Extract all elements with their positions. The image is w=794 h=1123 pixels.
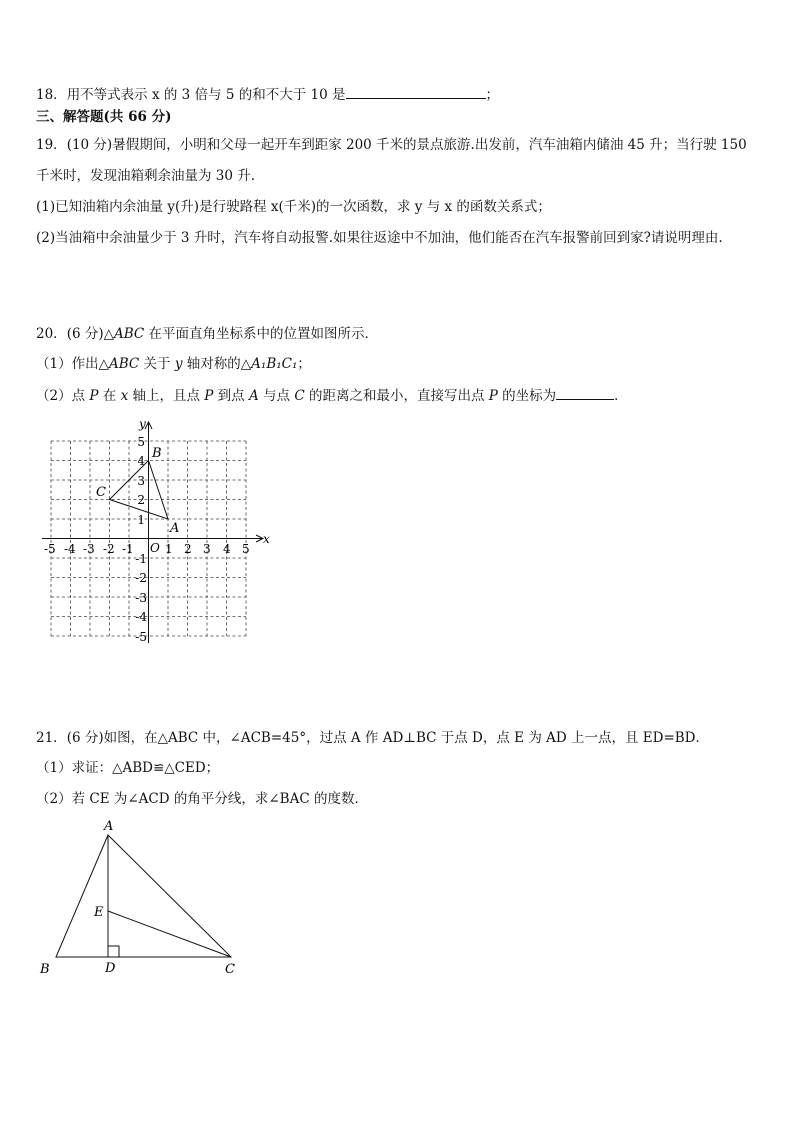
x-tick-label: 5 <box>242 542 250 556</box>
q20-stem-text: 在平面直角坐标系中的位置如图所示． <box>144 326 379 342</box>
q20-answer-blank[interactable] <box>556 385 614 400</box>
y-tick-label: 2 <box>137 493 145 507</box>
q20-stem <box>36 325 378 343</box>
q20-part2-d: 到点 <box>213 388 249 404</box>
section3-title: 三、解答题(共 66 分) <box>36 109 172 125</box>
q19-part2: (2)当油箱中余油量少于 3 升时，汽车将自动报警.如果往返途中不加油，他们能否在汽车报警前回到家?请说明理由. <box>36 230 723 246</box>
q20-part1-a: （1）作出△ <box>36 356 109 372</box>
q19-text-line2: 千米时，发现油箱剩余油量为 30 升. <box>36 168 256 184</box>
q20-stem-abc: ABC <box>114 326 145 342</box>
x-axis-label: x <box>263 532 270 546</box>
q20-part2-e: 与点 <box>258 388 295 404</box>
q21-number: 21． <box>36 730 67 746</box>
q20-part2-h: ． <box>614 388 628 404</box>
q20-number: 20． <box>36 326 67 342</box>
y-tick-labels <box>135 435 147 644</box>
y-tick-label: -4 <box>135 610 147 624</box>
point-label-b: B <box>40 962 50 977</box>
x-tick-label: -1 <box>122 542 134 556</box>
y-axis-label: y <box>139 417 146 431</box>
q20-part2-g: 的坐标为 <box>497 388 557 404</box>
y-tick-label: 1 <box>137 513 145 527</box>
point-label-e: E <box>94 905 104 920</box>
q18-text: 用不等式表示 x 的 3 倍与 5 的和不大于 10 是 <box>66 87 346 103</box>
q20-part2-p: P <box>89 388 99 404</box>
q20-part1-y: y <box>174 356 183 372</box>
y-tick-label: 3 <box>137 474 145 488</box>
q20-part2-p2: P <box>204 388 214 404</box>
q20-part2-C: C <box>294 388 305 404</box>
x-tick-label: -3 <box>83 542 95 556</box>
q18-number: 18． <box>36 87 67 103</box>
q19-part1: (1)已知油箱内余油量 y(升)是行驶路程 x(千米)的一次函数，求 y 与 x 的函数关系式； <box>36 199 551 215</box>
q20-part1-b: 关于 <box>139 356 175 372</box>
q20-part2-x: x <box>120 388 129 404</box>
q20-score: (6 分) <box>66 326 104 342</box>
q20-part1-abc: ABC <box>108 356 140 372</box>
q20-part2-c: 轴上，且点 <box>128 388 205 404</box>
x-tick-label: 4 <box>223 542 231 556</box>
q21-stem-text: 如图，在△ABC 中，∠ACB=45°，过点 A 作 AD⊥BC 于点 D，点 E 为 AD 上一点，且 ED=BD． <box>103 730 709 746</box>
q21-score: (6 分) <box>66 730 104 746</box>
x-tick-label: 3 <box>203 542 211 556</box>
q18-answer-blank[interactable] <box>346 84 486 99</box>
q20-part2-p3: P <box>488 388 498 404</box>
y-tick-label: -2 <box>135 571 147 585</box>
y-tick-label: 5 <box>137 435 145 449</box>
x-tick-label: 2 <box>184 542 192 556</box>
x-tick-label: 1 <box>165 542 173 556</box>
q20-stem-tri: △ <box>103 326 114 342</box>
x-tick-label: -2 <box>103 542 115 556</box>
q19-score: (10 分) <box>66 137 113 153</box>
q20-coordinate-figure <box>30 415 280 650</box>
point-label-c: C <box>225 962 235 977</box>
y-tick-label: -1 <box>135 552 147 566</box>
x-tick-label: -4 <box>64 542 76 556</box>
y-tick-label: 4 <box>137 454 145 468</box>
q18-line <box>36 84 499 104</box>
triangle-abc <box>56 835 231 957</box>
q20-part1 <box>36 355 311 373</box>
y-tick-label: -3 <box>135 591 147 605</box>
q21-triangle-figure <box>30 815 260 985</box>
q20-part2-f: 的距离之和最小，直接写出点 <box>304 388 489 404</box>
q20-part2-b: 在 <box>98 388 121 404</box>
q19-number: 19． <box>36 137 67 153</box>
point-label-c: C <box>96 485 106 500</box>
q19-line1 <box>36 136 747 154</box>
q19-text-line1: 暑假期间，小明和父母一起开车到距家 200 千米的景点旅游.出发前，汽车油箱内储油 45 升；当行驶 150 <box>112 137 747 153</box>
point-label-a: A <box>170 521 180 536</box>
origin-label: O <box>150 541 160 555</box>
q20-part1-c: 轴对称的△ <box>182 356 252 372</box>
y-tick-label: -5 <box>135 630 147 644</box>
q20-part1-d: ； <box>297 356 311 372</box>
right-angle-mark <box>108 946 119 957</box>
x-tick-label: -5 <box>44 542 56 556</box>
q21-part2: （2）若 CE 为∠ACD 的角平分线，求∠BAC 的度数． <box>36 791 368 807</box>
q20-part2-A: A <box>248 388 259 404</box>
q20-part2-a: （2）点 <box>36 388 90 404</box>
point-label-d: D <box>105 961 116 976</box>
q21-part1: （1）求证：△ABD≌△CED； <box>36 760 220 776</box>
q18-tail: ； <box>485 87 499 103</box>
q20-part1-result: A₁B₁C₁ <box>251 356 298 372</box>
segment-ce <box>108 911 231 957</box>
point-label-a: A <box>104 819 114 834</box>
point-label-b: B <box>152 446 162 461</box>
triangle-abc <box>110 461 169 520</box>
q20-part2 <box>36 385 628 405</box>
q21-stem <box>36 729 709 747</box>
